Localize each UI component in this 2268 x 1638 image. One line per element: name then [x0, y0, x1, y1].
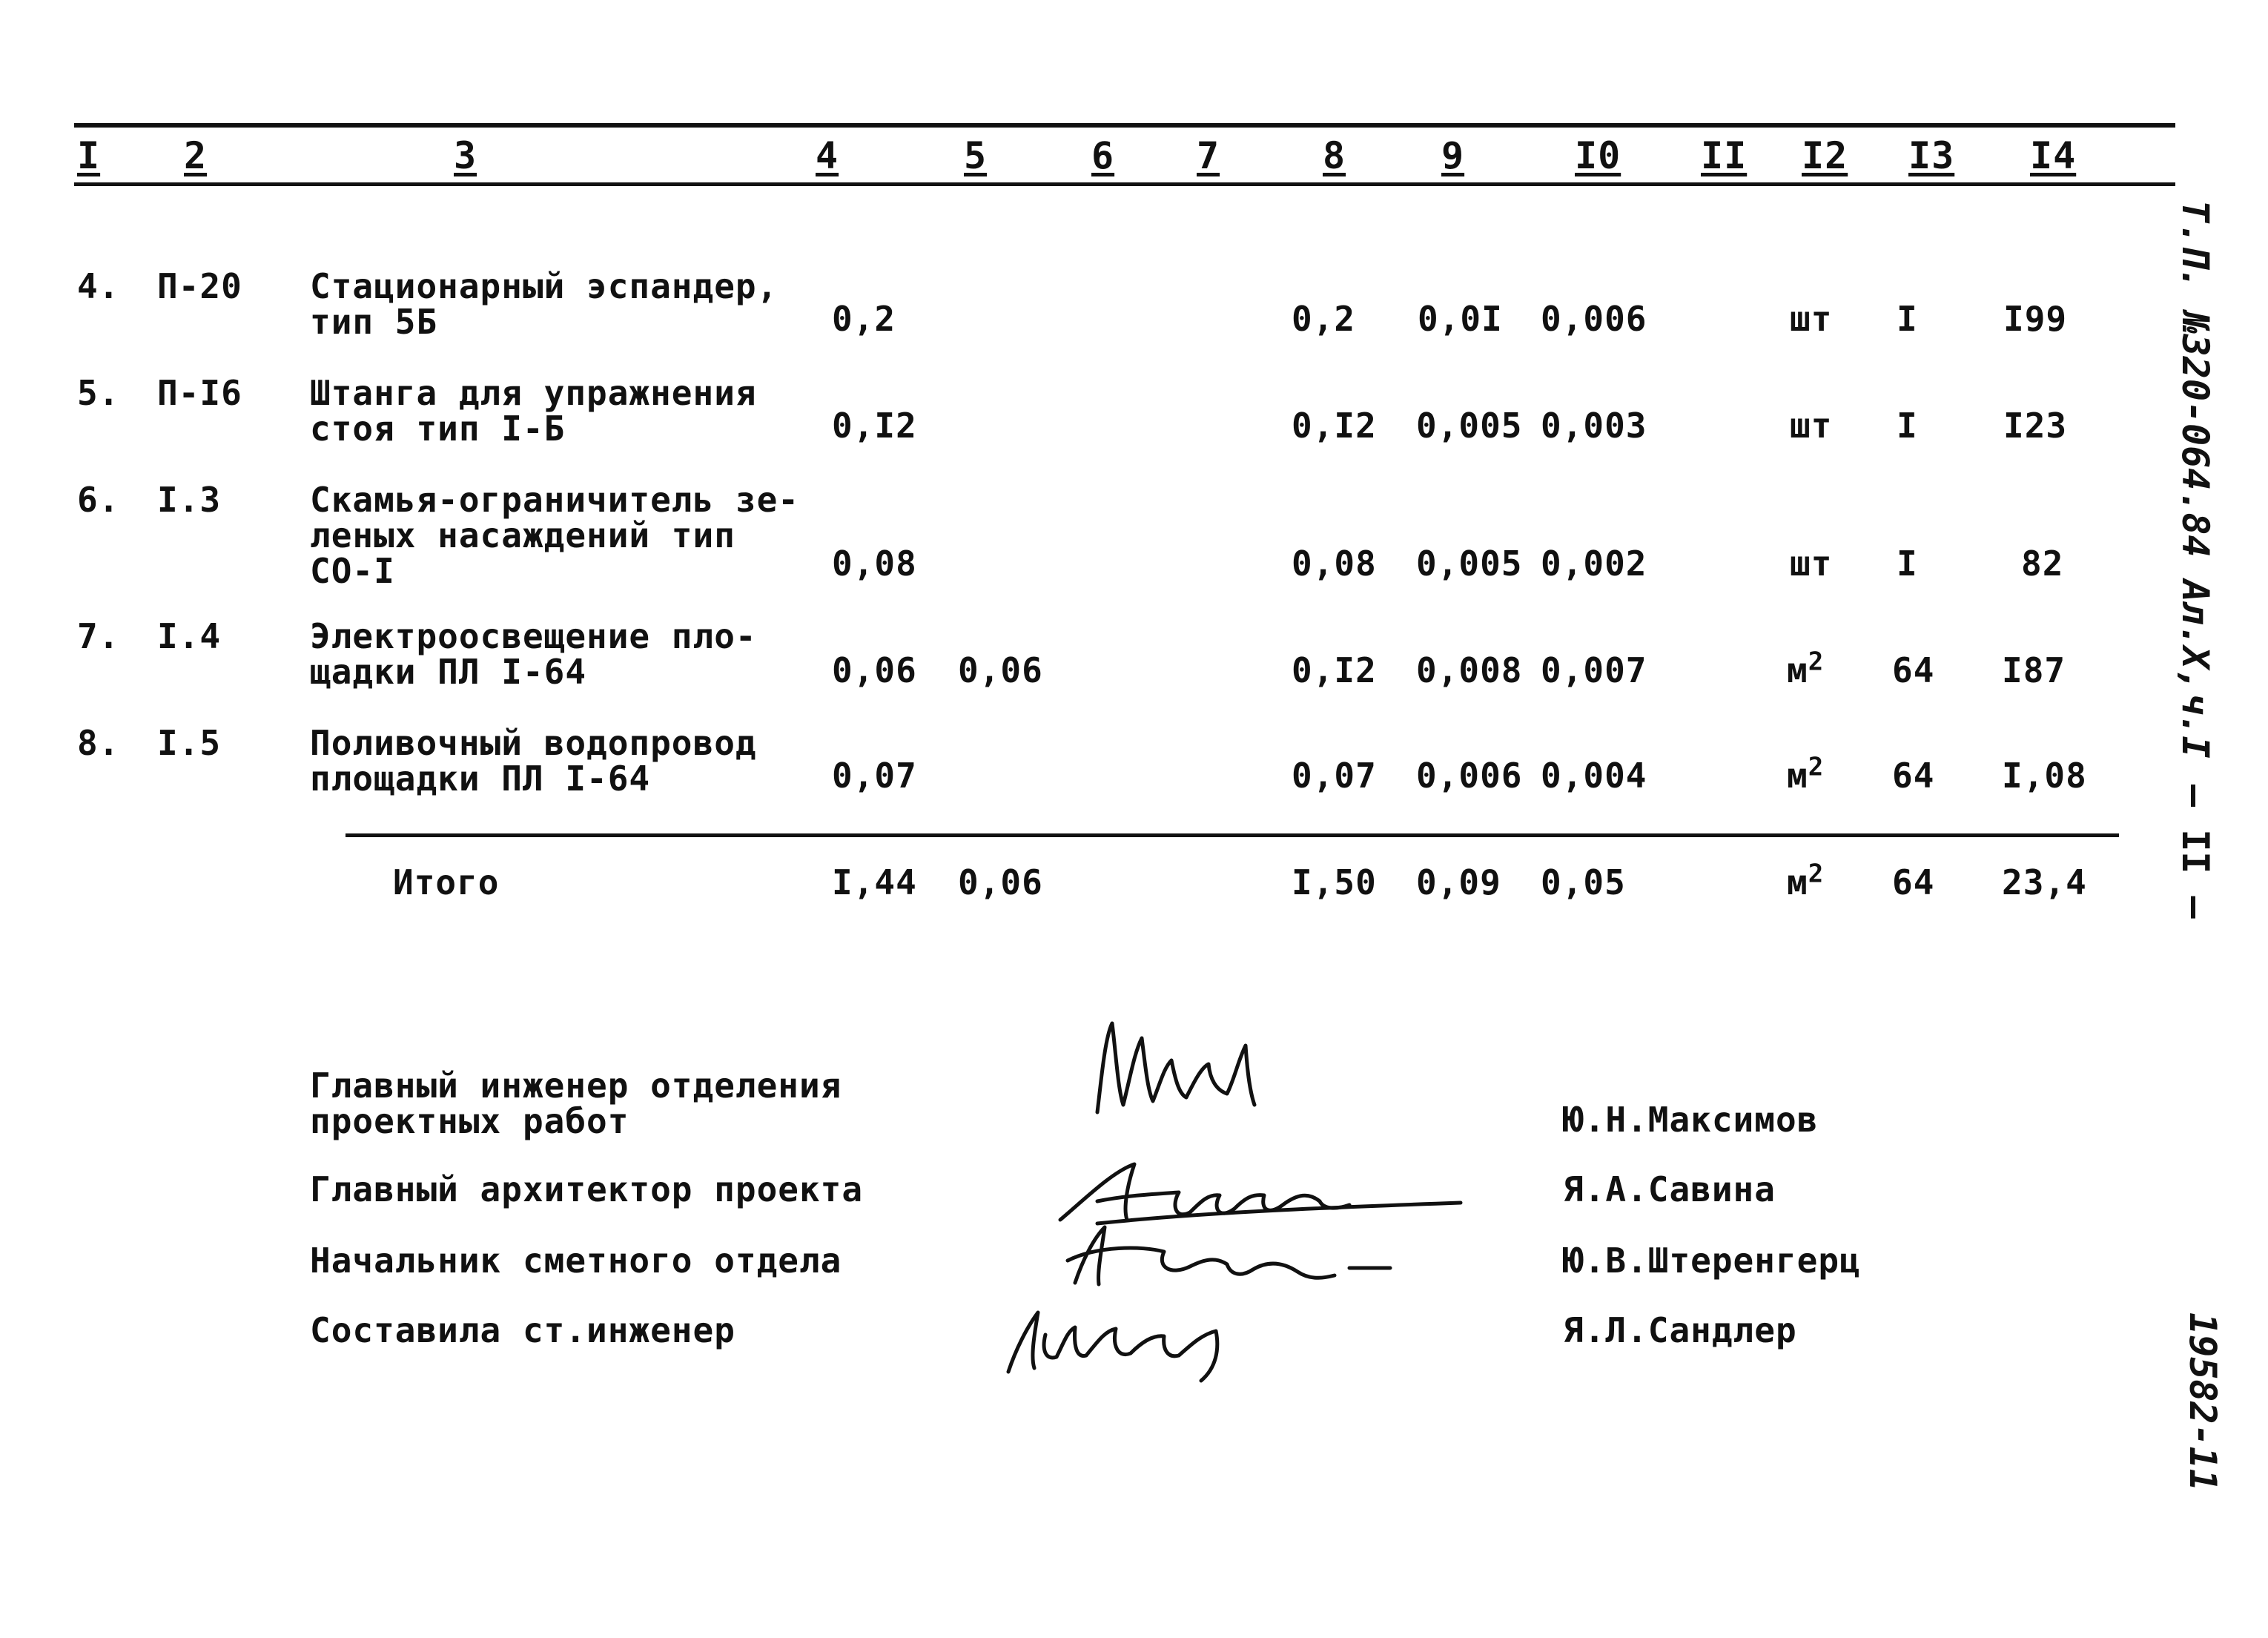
- row-number: 8.: [77, 723, 120, 763]
- row-number: 4.: [77, 266, 120, 306]
- cell-col10: 0,006: [1541, 299, 1647, 339]
- cell-col8: 0,2: [1292, 299, 1356, 339]
- col-header: I2: [1802, 134, 1848, 177]
- row-description: Электроосвещение пло- щадки ПЛ I-64: [310, 616, 757, 692]
- cell-col5: 0,06: [958, 650, 1043, 690]
- total-col8: I,50: [1292, 862, 1377, 902]
- col-header: I4: [2030, 134, 2077, 177]
- row-code: I.4: [157, 616, 222, 656]
- total-col9: 0,09: [1416, 862, 1501, 902]
- row-description: Поливочный водопровод площадки ПЛ I-64: [310, 723, 757, 799]
- cell-col9: 0,006: [1416, 756, 1523, 796]
- total-col10: 0,05: [1541, 862, 1626, 902]
- col-header: 4: [816, 134, 839, 177]
- row-code: I.3: [157, 480, 222, 520]
- row-description: Скамья-ограничитель зе- леных насаждений тип СО-I: [310, 480, 799, 591]
- row-number: 5.: [77, 373, 120, 413]
- cell-col8: 0,I2: [1292, 650, 1377, 690]
- cell-col4: 0,06: [832, 650, 917, 690]
- signatory-name: Ю.Н.Максимов: [1563, 1100, 1819, 1140]
- header-bottom-rule: [74, 182, 2175, 186]
- cell-col4: 0,08: [832, 544, 917, 584]
- cell-col10: 0,004: [1541, 756, 1647, 796]
- col-header: I: [77, 134, 101, 177]
- row-code: I.5: [157, 723, 222, 763]
- total-label: Итого: [393, 862, 500, 902]
- cell-col14: I,08: [2002, 756, 2087, 796]
- col-header: 6: [1091, 134, 1115, 177]
- cell-unit: [1787, 647, 1825, 690]
- top-rule: [74, 123, 2175, 128]
- unit-superscript: 2: [1808, 859, 1825, 889]
- cell-col14: I99: [2003, 299, 2068, 339]
- col-header: 2: [184, 134, 208, 177]
- cell-col9: 0,008: [1416, 650, 1523, 690]
- col-header: I3: [1908, 134, 1955, 177]
- col-header: 3: [454, 134, 477, 177]
- signature-maksimov: [1082, 1008, 1260, 1120]
- cell-col14: I23: [2003, 406, 2068, 446]
- unit-superscript: 2: [1808, 647, 1825, 677]
- signature-role: Составила ст.инженер: [310, 1310, 735, 1350]
- signatory-name: Ю.В.Штеренгерц: [1563, 1241, 1861, 1281]
- cell-col4: 0,07: [832, 756, 917, 796]
- cell-unit: [1790, 544, 1833, 584]
- cell-col4: 0,I2: [832, 406, 917, 446]
- total-col13: 64: [1892, 862, 1935, 902]
- unit-text: м: [1787, 862, 1808, 902]
- cell-col8: 0,07: [1292, 756, 1377, 796]
- row-number: 6.: [77, 480, 120, 520]
- doc-code-vertical: Т.П. №320-064.84 Ал.Х,ч.I: [2174, 200, 2217, 759]
- cell-col8: 0,I2: [1292, 406, 1377, 446]
- cell-col13: I: [1897, 544, 1918, 584]
- signatory-name: Я.Л.Сандлер: [1563, 1310, 1797, 1350]
- cell-col4: 0,2: [832, 299, 896, 339]
- col-header: 9: [1441, 134, 1465, 177]
- signature-shterengerts: [1053, 1216, 1394, 1298]
- total-col4: I,44: [832, 862, 917, 902]
- total-rule: [346, 833, 2119, 837]
- cell-col14: I87: [2002, 650, 2066, 690]
- unit-text: м: [1787, 650, 1808, 690]
- unit-text: шт: [1790, 406, 1833, 446]
- unit-text: шт: [1790, 299, 1833, 339]
- total-unit: [1787, 859, 1825, 902]
- cell-unit: [1790, 406, 1833, 446]
- total-col14: 23,4: [2002, 862, 2087, 902]
- cell-col10: 0,002: [1541, 544, 1647, 584]
- signature-role: Начальник сметного отдела: [310, 1241, 842, 1281]
- signature-role: Главный архитектор проекта: [310, 1169, 864, 1209]
- row-code: П-I6: [157, 373, 242, 413]
- cell-col13: I: [1897, 299, 1918, 339]
- row-description: Штанга для упражнения стоя тип I-Б: [310, 373, 757, 449]
- row-code: П-20: [157, 266, 242, 306]
- cell-unit: [1787, 752, 1825, 796]
- cell-col13: 64: [1892, 650, 1935, 690]
- col-header: 8: [1323, 134, 1346, 177]
- unit-text: м: [1787, 756, 1808, 796]
- cell-col14: 82: [2021, 544, 2064, 584]
- cell-col9: 0,005: [1416, 544, 1523, 584]
- cell-col10: 0,003: [1541, 406, 1647, 446]
- col-header: 5: [964, 134, 988, 177]
- cell-col13: 64: [1892, 756, 1935, 796]
- signatory-name: Я.А.Савина: [1563, 1169, 1776, 1209]
- cell-col10: 0,007: [1541, 650, 1647, 690]
- signature-sandler: [994, 1290, 1238, 1387]
- col-header: II: [1701, 134, 1748, 177]
- row-number: 7.: [77, 616, 120, 656]
- page-number-vertical: — II —: [2174, 785, 2217, 919]
- col-header: 7: [1197, 134, 1220, 177]
- cell-col13: I: [1897, 406, 1918, 446]
- cell-unit: [1790, 301, 1832, 337]
- row-description: Стационарный эспандер, тип 5Б: [310, 266, 778, 342]
- unit-superscript: 2: [1808, 752, 1825, 782]
- archive-number-vertical: 19582-11: [2181, 1312, 2224, 1491]
- signature-role: Главный инженер отделения проектных работ: [310, 1066, 842, 1141]
- cell-col8: 0,08: [1292, 544, 1377, 584]
- col-header: I0: [1575, 134, 1621, 177]
- unit-text: шт: [1790, 544, 1833, 584]
- cell-col9: 0,0I: [1418, 299, 1503, 339]
- total-col5: 0,06: [958, 862, 1043, 902]
- cell-col9: 0,005: [1416, 406, 1523, 446]
